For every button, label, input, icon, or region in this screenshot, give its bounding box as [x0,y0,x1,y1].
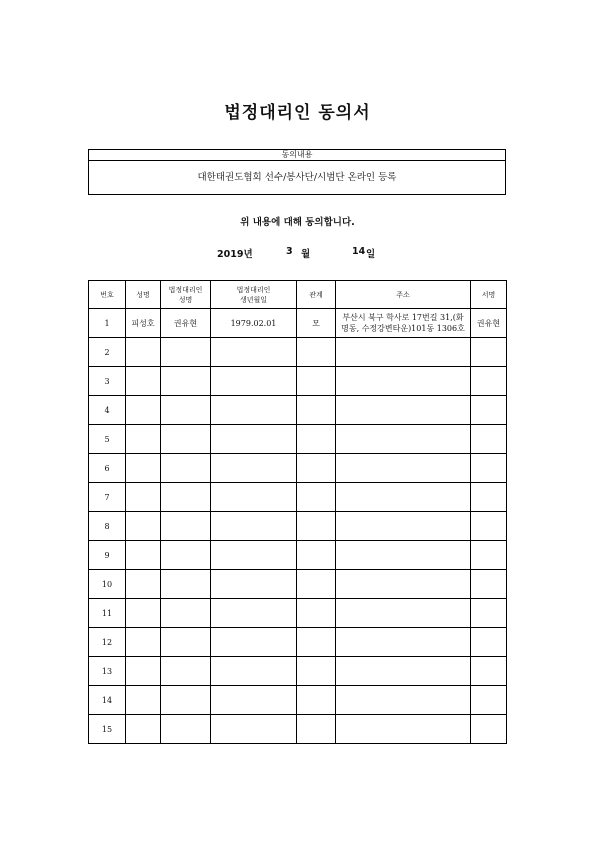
cell-address [336,686,471,715]
cell-rep-birth [211,483,297,512]
cell-address [336,425,471,454]
cell-address [336,570,471,599]
cell-relation [297,454,336,483]
cell-rep-name [161,715,211,744]
cell-signature [471,599,507,628]
table-row [89,657,507,686]
cell-number: 1 [89,309,126,338]
cell-signature [471,483,507,512]
cell-number: 14 [89,686,126,715]
cell-rep-birth [211,425,297,454]
cell-rep-name [161,483,211,512]
table-row [89,396,507,425]
header-rep-birth-line1: 법정대리인 [236,285,271,294]
cell-name [126,541,161,570]
cell-address [336,628,471,657]
cell-signature [471,338,507,367]
cell-name: 피성호 [126,309,161,338]
cell-address [336,541,471,570]
cell-rep-name [161,425,211,454]
cell-signature [471,657,507,686]
cell-name [126,628,161,657]
cell-address [336,657,471,686]
table-row [89,454,507,483]
consent-table [88,280,507,744]
table-header-row [89,281,507,309]
cell-relation [297,657,336,686]
cell-number: 13 [89,657,126,686]
cell-rep-name [161,628,211,657]
header-rep-birth [211,281,297,309]
table-row [89,715,507,744]
date-day: 14 [352,246,366,257]
cell-name [126,570,161,599]
cell-rep-name: 권유현 [161,309,211,338]
cell-name [126,454,161,483]
cell-rep-birth [211,367,297,396]
table-row [89,599,507,628]
consent-box-content: 대한태권도협회 선수/봉사단/시범단 온라인 등록 [197,172,397,183]
table-row [89,628,507,657]
cell-rep-birth [211,570,297,599]
header-rep-name-line2: 성명 [178,295,193,304]
cell-name [126,715,161,744]
cell-signature [471,715,507,744]
cell-relation [297,338,336,367]
cell-number: 4 [89,396,126,425]
cell-number: 10 [89,570,126,599]
cell-name [126,599,161,628]
cell-signature [471,686,507,715]
header-rep-name-line1: 법정대리인 [168,285,203,294]
cell-address [336,367,471,396]
cell-rep-name [161,454,211,483]
cell-signature [471,541,507,570]
cell-number: 8 [89,512,126,541]
cell-rep-name [161,686,211,715]
cell-rep-birth [211,338,297,367]
cell-relation [297,541,336,570]
date-day-unit: 일 [366,249,376,260]
document-title: 법정대리인 동의서 [224,103,371,123]
cell-signature [471,512,507,541]
cell-rep-name [161,512,211,541]
cell-address [336,483,471,512]
cell-address [336,454,471,483]
cell-address-line1: 부산시 북구 학사로 17번길 31,(화 [342,313,464,322]
date-line [0,246,595,260]
date-month-unit: 월 [301,249,311,260]
cell-number: 9 [89,541,126,570]
date-year: 2019년 [217,249,253,260]
cell-rep-name [161,599,211,628]
table-row [89,425,507,454]
table-row [89,309,507,338]
table-row [89,570,507,599]
cell-name [126,512,161,541]
header-name: 성명 [126,281,161,309]
cell-number: 2 [89,338,126,367]
cell-relation [297,367,336,396]
cell-relation [297,570,336,599]
cell-name [126,686,161,715]
date-month: 3 [286,246,293,257]
cell-name [126,338,161,367]
header-relation: 관계 [297,281,336,309]
cell-number: 3 [89,367,126,396]
table-row [89,483,507,512]
cell-rep-birth [211,657,297,686]
cell-relation [297,425,336,454]
cell-address [336,512,471,541]
cell-address [336,338,471,367]
cell-signature [471,367,507,396]
consent-box [88,149,506,195]
cell-rep-name [161,367,211,396]
cell-rep-birth [211,541,297,570]
cell-rep-birth [211,599,297,628]
cell-rep-birth [211,715,297,744]
cell-number: 11 [89,599,126,628]
header-address: 주소 [336,281,471,309]
table-row [89,338,507,367]
cell-name [126,425,161,454]
cell-name [126,396,161,425]
table-row [89,367,507,396]
cell-rep-name [161,541,211,570]
table-row [89,512,507,541]
cell-signature [471,628,507,657]
cell-number: 7 [89,483,126,512]
cell-signature [471,425,507,454]
cell-rep-birth [211,628,297,657]
cell-rep-birth [211,686,297,715]
cell-relation [297,686,336,715]
header-rep-name [161,281,211,309]
cell-address [336,309,471,338]
cell-relation [297,599,336,628]
cell-name [126,483,161,512]
cell-rep-name [161,338,211,367]
table-row [89,541,507,570]
cell-number: 12 [89,628,126,657]
table-row [89,686,507,715]
cell-signature [471,570,507,599]
header-number: 번호 [89,281,126,309]
cell-number: 6 [89,454,126,483]
cell-rep-birth [211,396,297,425]
header-rep-birth-line2: 생년월일 [239,295,268,304]
header-signature: 서명 [471,281,507,309]
cell-relation: 모 [297,309,336,338]
cell-rep-name [161,396,211,425]
cell-name [126,657,161,686]
cell-relation [297,396,336,425]
cell-signature: 권유현 [471,309,507,338]
cell-rep-name [161,570,211,599]
cell-relation [297,628,336,657]
cell-rep-birth: 1979.02.01 [211,309,297,338]
cell-signature [471,454,507,483]
cell-relation [297,512,336,541]
cell-rep-birth [211,454,297,483]
cell-signature [471,396,507,425]
cell-address-line2: 명동, 수정강변타운)101동 1306호 [341,324,465,333]
consent-box-header: 동의내용 [89,150,505,161]
cell-relation [297,715,336,744]
cell-number: 15 [89,715,126,744]
cell-address [336,396,471,425]
cell-rep-name [161,657,211,686]
cell-address [336,715,471,744]
cell-relation [297,483,336,512]
cell-rep-birth [211,512,297,541]
agreement-statement: 위 내용에 대해 동의합니다. [240,217,355,228]
cell-name [126,367,161,396]
cell-number: 5 [89,425,126,454]
cell-address [336,599,471,628]
